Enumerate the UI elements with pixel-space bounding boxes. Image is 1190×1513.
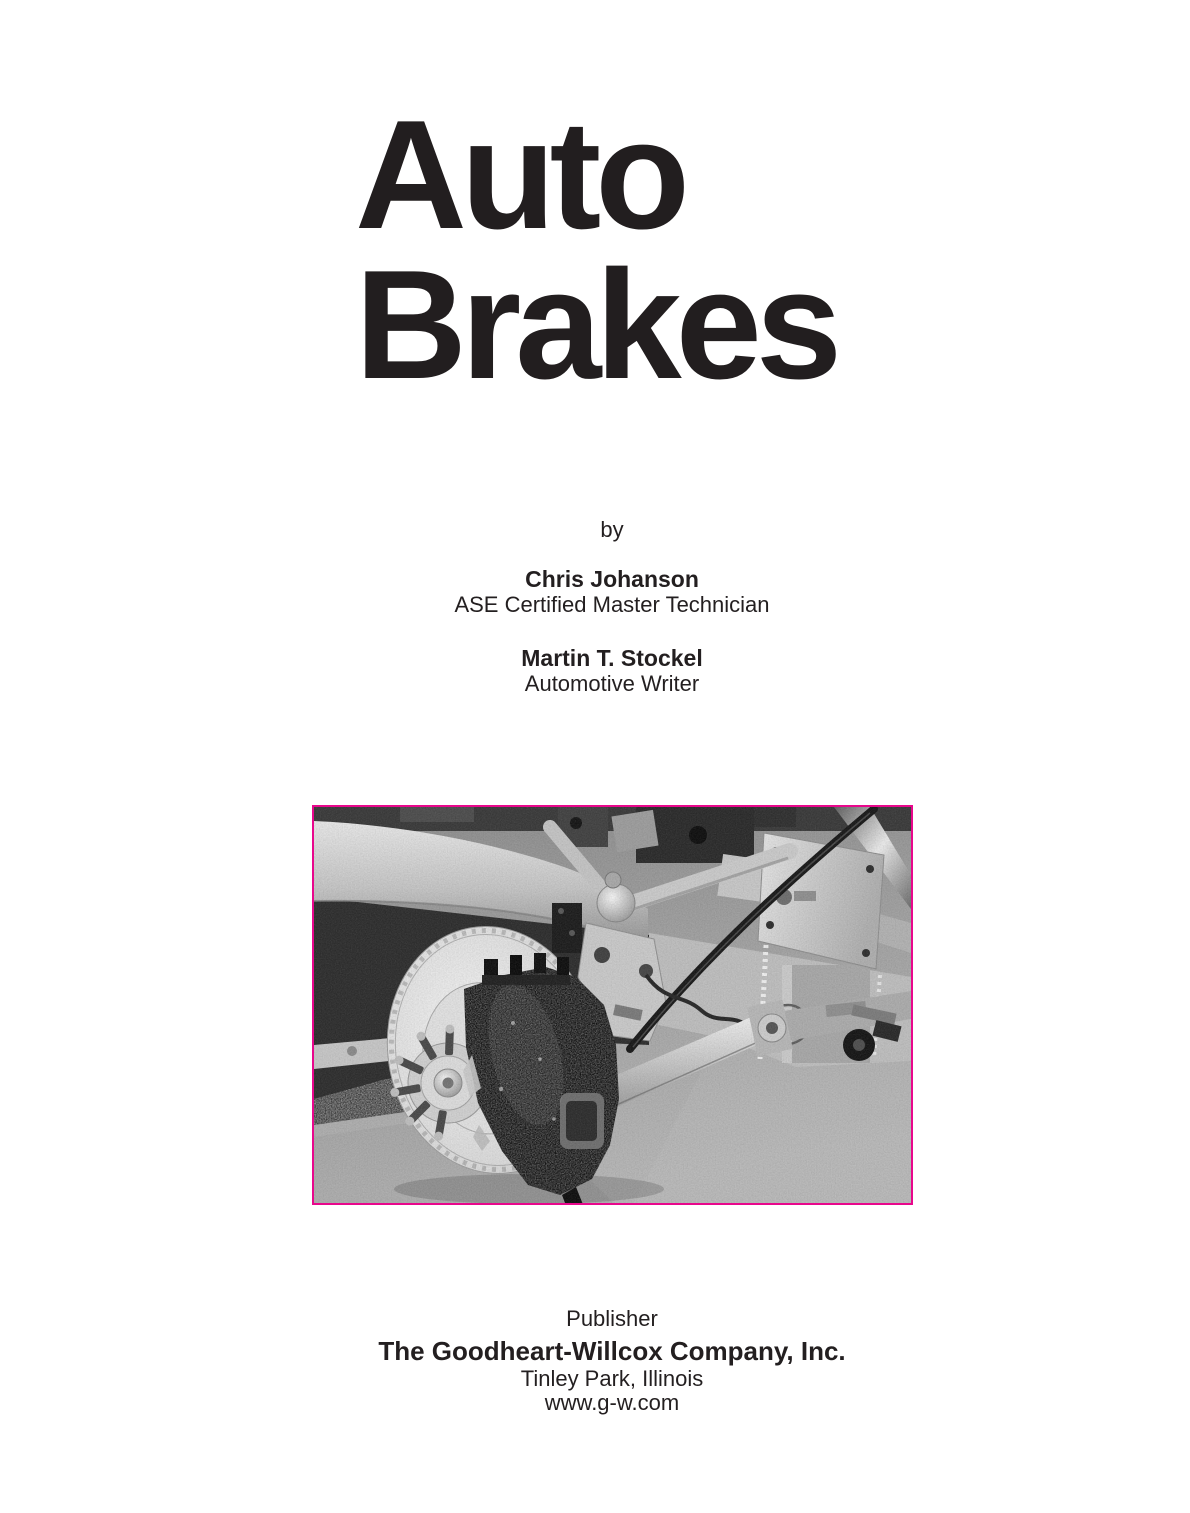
author-name-2: Martin T. Stockel	[521, 645, 703, 671]
author-credential-1: ASE Certified Master Technician	[454, 592, 770, 617]
author-name-1: Chris Johanson	[525, 566, 699, 592]
brake-assembly-photo	[312, 805, 913, 1205]
book-title-line2: Brakes	[355, 238, 837, 411]
publisher-label: Publisher	[566, 1306, 658, 1331]
publisher-name: The Goodheart-Willcox Company, Inc.	[378, 1336, 846, 1366]
publisher-website: www.g-w.com	[544, 1390, 680, 1415]
byline-label: by	[600, 517, 624, 542]
photo-grain-dark	[314, 807, 911, 1203]
author-credential-2: Automotive Writer	[524, 671, 700, 696]
book-title	[355, 88, 837, 411]
brake-assembly-illustration	[314, 807, 911, 1203]
book-title-line1: Auto	[355, 88, 684, 261]
publisher-location: Tinley Park, Illinois	[520, 1366, 704, 1391]
